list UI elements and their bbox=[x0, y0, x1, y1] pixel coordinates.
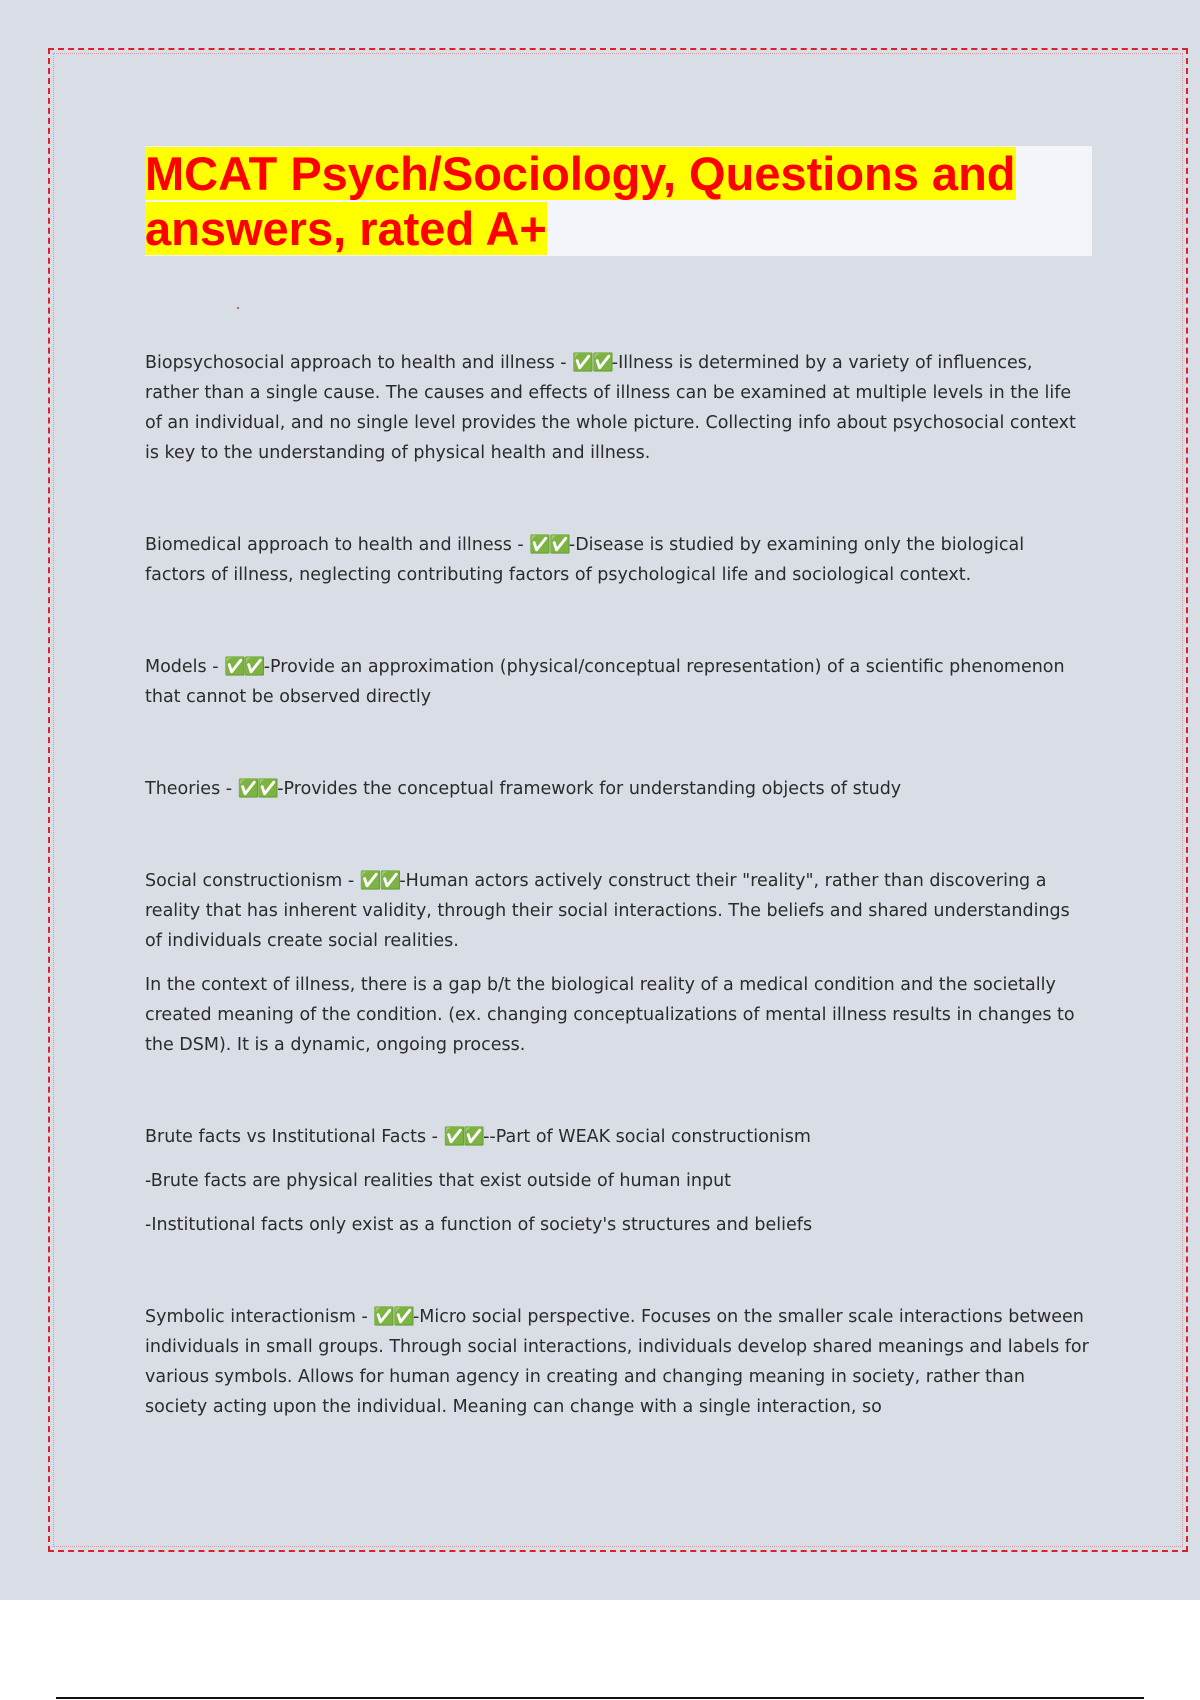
entry-definition: -Human actors actively construct their "reality", rather than discovering a reality that has inherent validity, through their social interactions. The beliefs and shared understandings of individuals create social realities. bbox=[145, 871, 1070, 951]
document-title bbox=[145, 146, 1092, 256]
double-check-icon: ✅✅ bbox=[237, 779, 278, 799]
double-check-icon: ✅✅ bbox=[572, 353, 612, 373]
entry-definition: -Provide an approximation (physical/conceptual representation) of a scientific phenomenon that cannot be observed directly bbox=[145, 657, 1065, 707]
double-check-icon: ✅✅ bbox=[529, 535, 569, 555]
double-check-icon: ✅✅ bbox=[224, 657, 264, 677]
entry-definition: -Illness is determined by a variety of influences, rather than a single cause. The causes and effects of illness can be examined at multiple levels in the life of an individual, and no single level provides the whole picture. Collecting info about psychosocial context is key to the understanding of physical health and illness. bbox=[145, 353, 1076, 463]
entry-extra-paragraph: -Brute facts are physical realities that exist outside of human input bbox=[145, 1171, 732, 1191]
document-body bbox=[145, 348, 1090, 1422]
entry-definition: --Part of WEAK social constructionism bbox=[483, 1127, 811, 1147]
entry-definition: -Provides the conceptual framework for understanding objects of study bbox=[277, 779, 902, 799]
title-block bbox=[145, 146, 1092, 256]
double-check-icon: ✅✅ bbox=[443, 1127, 484, 1147]
entry-term: Symbolic interactionism - bbox=[145, 1307, 374, 1327]
bottom-divider bbox=[56, 1697, 1144, 1699]
title-line-1: MCAT Psych/Sociology, Questions and bbox=[145, 147, 1016, 200]
entry-term: Models - bbox=[145, 657, 225, 677]
entry-brute-vs-institutional-facts bbox=[145, 1122, 1090, 1152]
entry-term: Social constructionism - bbox=[145, 871, 360, 891]
entry-theories bbox=[145, 774, 1090, 804]
entry-definition: -Disease is studied by examining only the biological factors of illness, neglecting contributing factors of psychological life and sociological context. bbox=[145, 535, 1025, 585]
double-check-icon: ✅✅ bbox=[373, 1307, 413, 1327]
entry-biomedical bbox=[145, 530, 1090, 590]
entry-definition: -Micro social perspective. Focuses on the smaller scale interactions between individuals in small groups. Through social interactions, individuals develop shared meanings and labels for various symbols. Allows for human agency in creating and changing meaning in society, rather than society acting upon the individual. Meaning can change with a single interaction, so bbox=[145, 1307, 1089, 1417]
entry-term: Biopsychosocial approach to health and illness - bbox=[145, 353, 573, 373]
entry-extra-paragraph: In the context of illness, there is a gap b/t the biological reality of a medical condition and the societally created meaning of the condition. (ex. changing conceptualizations of mental illness results in changes to the DSM). It is a dynamic, ongoing process. bbox=[145, 975, 1075, 1055]
entry-symbolic-interactionism bbox=[145, 1302, 1090, 1422]
entry-social-constructionism bbox=[145, 866, 1090, 956]
double-check-icon: ✅✅ bbox=[359, 871, 400, 891]
entry-biopsychosocial bbox=[145, 348, 1090, 468]
entry-extra-paragraph: -Institutional facts only exist as a function of society's structures and beliefs bbox=[145, 1215, 813, 1235]
entry-term: Brute facts vs Institutional Facts - bbox=[145, 1127, 444, 1147]
entry-term: Theories - bbox=[145, 779, 238, 799]
entry-models bbox=[145, 652, 1090, 712]
entry-term: Biomedical approach to health and illness - bbox=[145, 535, 530, 555]
title-line-2: answers, rated A+ bbox=[145, 202, 547, 255]
stray-dot-mark bbox=[237, 307, 239, 309]
